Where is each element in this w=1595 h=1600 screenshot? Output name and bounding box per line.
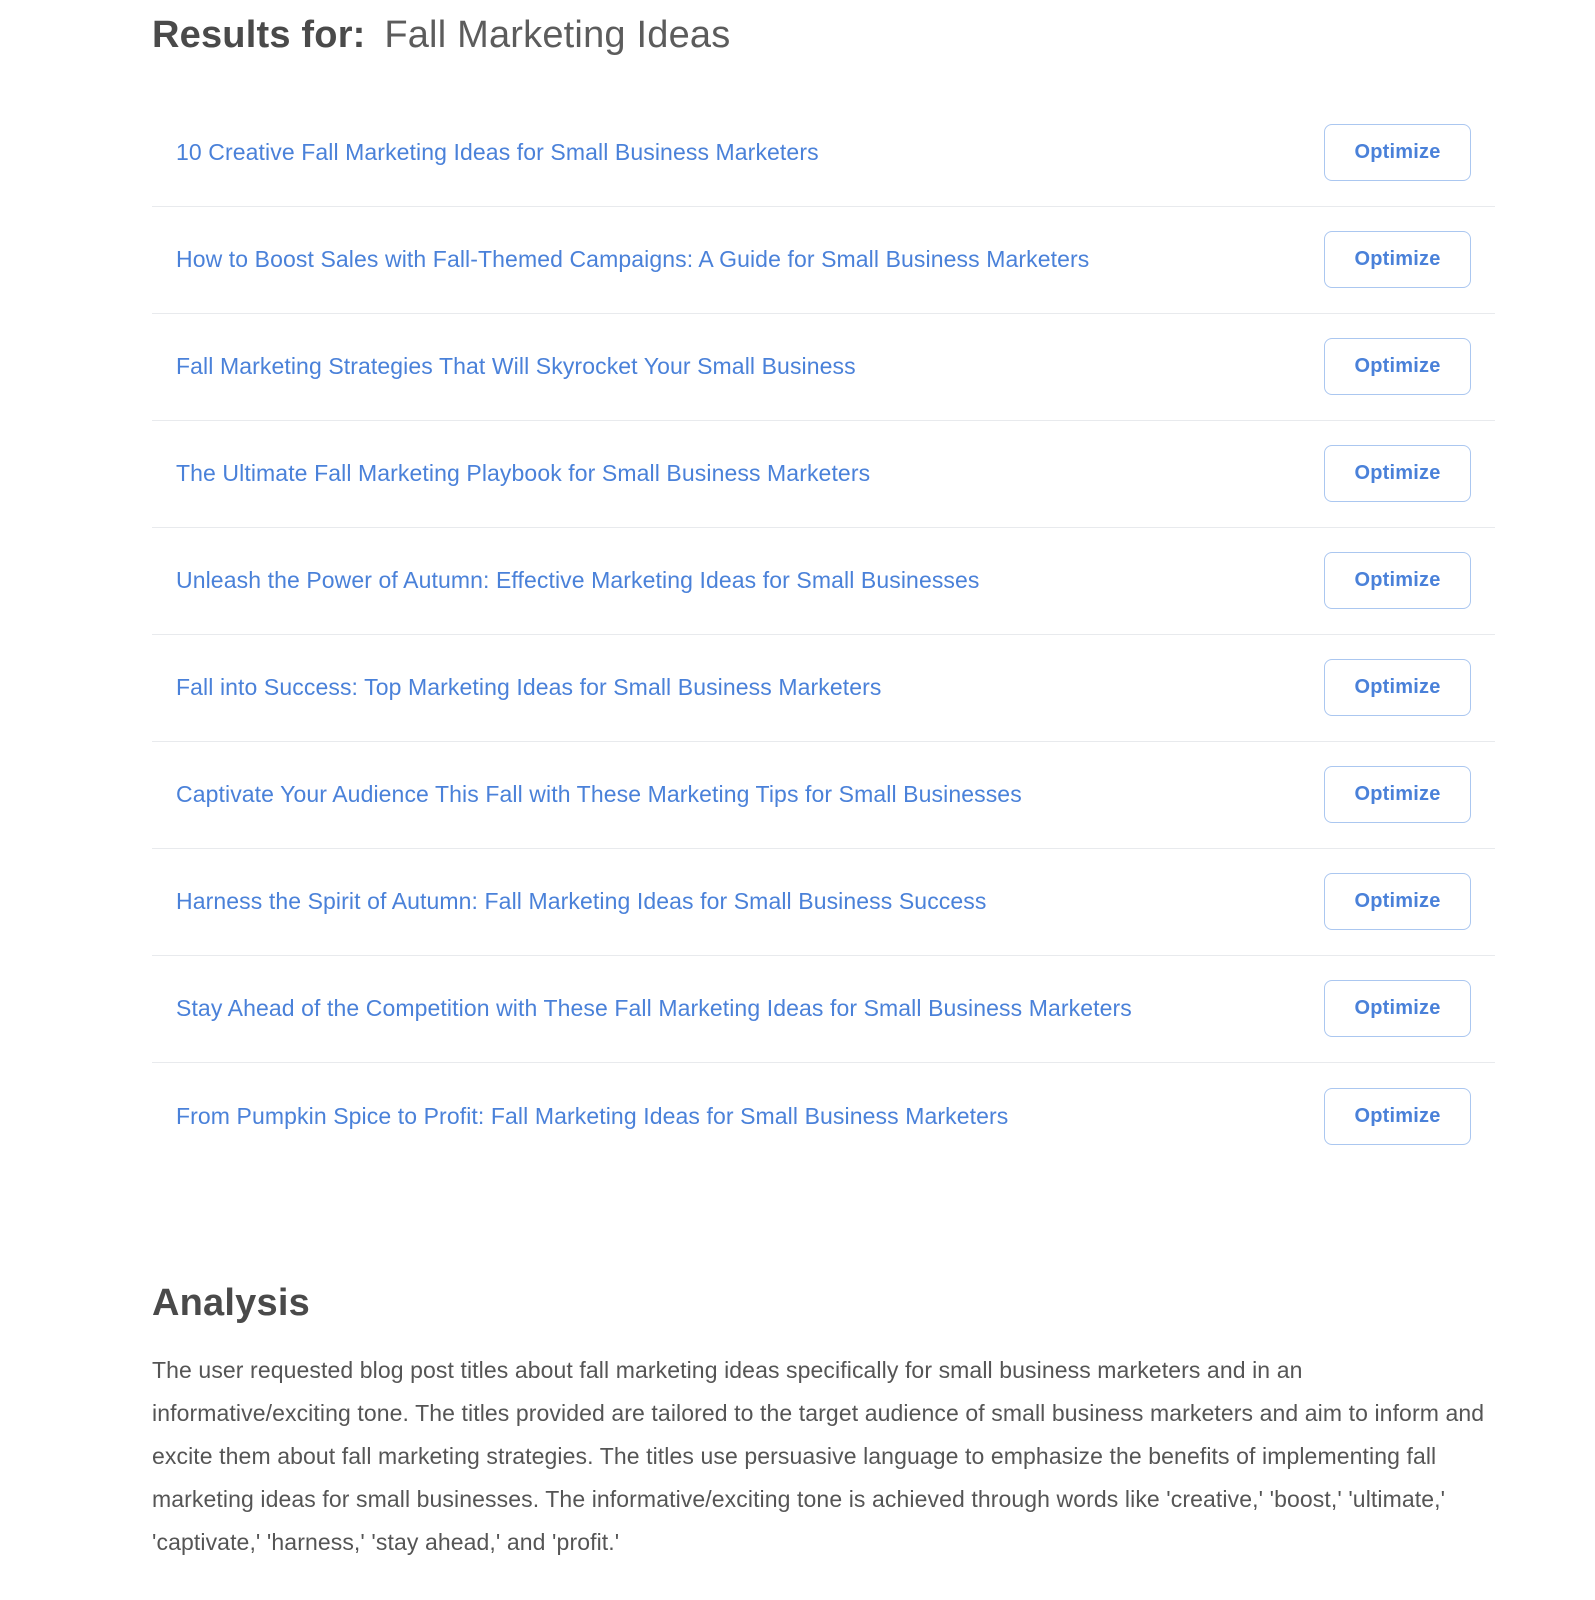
result-row xyxy=(152,1063,1495,1170)
result-row xyxy=(152,635,1495,742)
optimize-button[interactable]: Optimize xyxy=(1324,231,1471,288)
result-title-link[interactable]: Unleash the Power of Autumn: Effective Marketing Ideas for Small Businesses xyxy=(176,567,980,593)
result-row xyxy=(152,421,1495,528)
result-title-link[interactable]: From Pumpkin Spice to Profit: Fall Marketing Ideas for Small Business Marketers xyxy=(176,1102,1009,1129)
page-title-query: Fall Marketing Ideas xyxy=(384,14,731,56)
result-title-link[interactable]: Stay Ahead of the Competition with These Fall Marketing Ideas for Small Business Marketers xyxy=(176,995,1132,1021)
result-title-link[interactable]: Captivate Your Audience This Fall with These Marketing Tips for Small Businesses xyxy=(176,781,1022,807)
optimize-button[interactable]: Optimize xyxy=(1324,338,1471,395)
optimize-button[interactable]: Optimize xyxy=(1324,659,1471,716)
optimize-button[interactable]: Optimize xyxy=(1324,445,1471,502)
result-row xyxy=(152,742,1495,849)
analysis-paragraph: The user requested blog post titles about fall marketing ideas specifically for small business marketers and in an informative/exciting tone. The titles provided are tailored to the target audience of small business marketers and aim to inform and excite them about fall marketing strategies. The titles use persuasive language to emphasize the benefits of implementing fall marketing ideas for small businesses. The informative/exciting tone is achieved through words like 'creative,' 'boost,' 'ultimate,' 'captivate,' 'harness,' 'stay ahead,' and 'profit.' xyxy=(152,1356,1485,1555)
result-row xyxy=(152,528,1495,635)
optimize-button[interactable]: Optimize xyxy=(1324,873,1471,930)
optimize-button[interactable]: Optimize xyxy=(1324,766,1471,823)
analysis-section xyxy=(152,1282,1495,1564)
page-title-prefix: Results for: xyxy=(152,14,366,56)
result-title-link[interactable]: The Ultimate Fall Marketing Playbook for Small Business Marketers xyxy=(176,460,871,486)
analysis-heading: Analysis xyxy=(152,1281,310,1324)
optimize-button[interactable]: Optimize xyxy=(1324,124,1471,181)
result-title-link[interactable]: Fall into Success: Top Marketing Ideas for Small Business Marketers xyxy=(176,674,882,700)
result-row xyxy=(152,100,1495,207)
optimize-button[interactable]: Optimize xyxy=(1324,552,1471,609)
result-row xyxy=(152,207,1495,314)
result-row xyxy=(152,314,1495,421)
results-list xyxy=(152,100,1495,1170)
result-title-link[interactable]: Harness the Spirit of Autumn: Fall Marketing Ideas for Small Business Success xyxy=(176,888,987,914)
result-row xyxy=(152,849,1495,956)
result-title-link[interactable]: How to Boost Sales with Fall-Themed Campaigns: A Guide for Small Business Marketers xyxy=(176,246,1090,272)
page-title xyxy=(152,12,1495,60)
optimize-button[interactable]: Optimize xyxy=(1324,980,1471,1037)
result-title-link[interactable]: Fall Marketing Strategies That Will Skyrocket Your Small Business xyxy=(176,353,856,379)
optimize-button[interactable]: Optimize xyxy=(1324,1088,1471,1145)
result-title-link[interactable]: 10 Creative Fall Marketing Ideas for Small Business Marketers xyxy=(176,139,819,165)
result-row xyxy=(152,956,1495,1063)
